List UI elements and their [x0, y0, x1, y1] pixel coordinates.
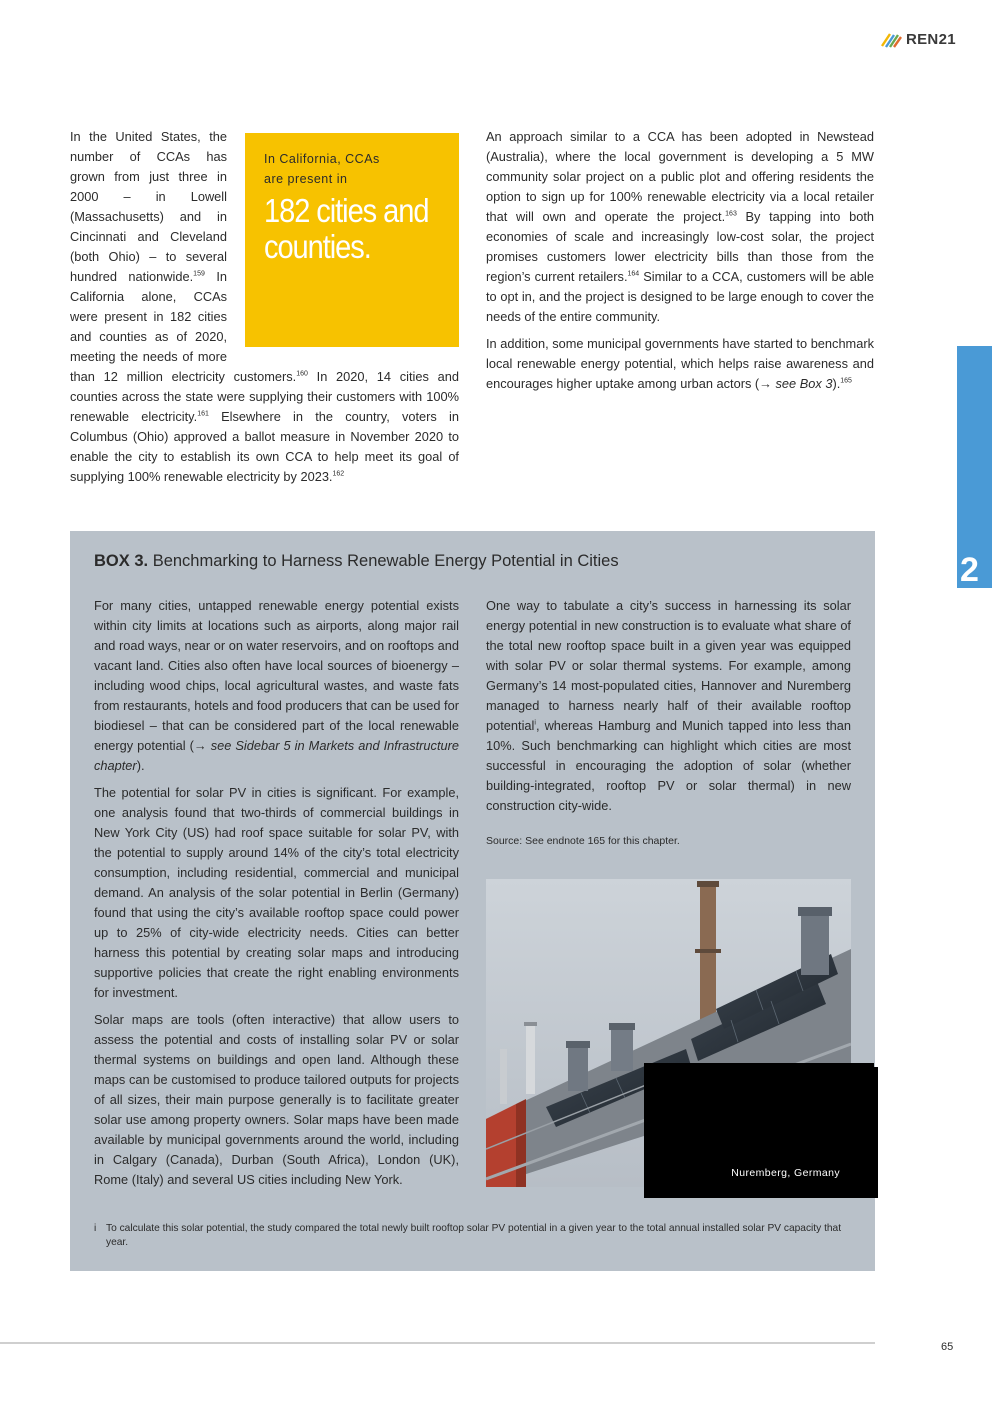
photo-caption-block — [644, 1063, 874, 1198]
sidebar-5-crossref-link[interactable]: → see Sidebar 5 in Markets and Infrastructure chapter — [94, 738, 459, 773]
box-left-paragraph-3: Solar maps are tools (often interactive) that allow users to assess the potential and costs of installing solar PV or solar thermal systems on buildings and open land. Although these maps can be customised to produce tailored outputs for projects of all sizes, their main purpose generally is to facilitate greater solar use among property owners. Solar maps have been made available by municipal governments around the world, including in Calgary (Canada), Durban (South Africa), London (UK), Rome (Italy) and several US cities including New York. — [94, 1012, 459, 1187]
box-source: Source: See endnote 165 for this chapter. — [486, 835, 680, 847]
highlight-callout — [245, 133, 459, 347]
chapter-tab[interactable] — [957, 346, 992, 588]
chapter-number: 2 — [960, 551, 979, 589]
endnote-ref[interactable]: 160 — [296, 370, 308, 378]
box-left-paragraph-1: For many cities, untapped renewable energy potential exists within city limits at locations such as airports, along major rail and road ways, near or on water reservoirs, and on rooftops and vacant land. Cities also often have local sources of bioenergy – including wood chips, local agricultural wastes, and waste fats from restaurants, hotels and food producers that can be used for biodiesel – that can be considered part of the local renewable energy potential (→ see Sidebar 5 in Markets and Infrastructure chapter). — [94, 598, 459, 773]
photo-caption: Nuremberg, Germany — [731, 1167, 840, 1179]
box-3-crossref-link[interactable]: → see Box 3 — [759, 376, 833, 391]
footnote-marker: i — [94, 1223, 97, 1234]
callout-intro-line-1: In California, CCAs — [264, 152, 380, 166]
logo-text: REN21 — [906, 30, 956, 48]
endnote-ref[interactable]: 161 — [197, 410, 209, 418]
endnote-ref[interactable]: 164 — [627, 270, 640, 278]
footer-rule — [0, 1342, 875, 1344]
box-right-column — [486, 596, 851, 851]
box-left-column — [94, 596, 459, 1190]
footnote-text: To calculate this solar potential, the study compared the total newly built rooftop solar PV potential in a given year to the total annual installed solar PV capacity that year. — [106, 1223, 842, 1248]
right-column — [486, 127, 874, 394]
left-paragraph: In the United States, the number of CCAs has grown from just three in 2000 – in Lowell (Massachusetts) and in Cincinnati and Cleveland (both Ohio) – to several hundred nationwide.$^{159}$ In California alone, CCAs were present in 182 cities and counties as of 2020, meeting the needs of more than 12 million electricity customers.$^{160}$ In 2020, 14 cities and counties across the state were supplying their customers with 100% renewable electricity.$^{161}$ Elsewhere in the country, voters in Columbus (Ohio) approved a ballot measure in November 2020 to enable the city to establish its own CCA to help meet its goal of supplying 100% renewable electricity by 2023.$^{162}$ — [70, 129, 459, 484]
box-title: BOX 3. Benchmarking to Harness Renewable Energy Potential in Cities — [94, 552, 619, 570]
ren21-logo — [880, 30, 956, 48]
page-number: 65 — [941, 1341, 954, 1353]
callout-headline: 182 cities and counties. — [264, 192, 429, 265]
ren21-logo-mark-icon — [880, 30, 902, 48]
box-right-paragraph-1: One way to tabulate a city’s success in harnessing its solar energy potential in new construction is to evaluate what share of the total new rooftop space built in a given year was equipped with solar PV or solar thermal systems. For example, among Germany’s 14 most-populated cities, Hannover and Nuremberg managed to harness nearly half of their available rooftop potential$^i$, whereas Hamburg and Munich tapped into less than 10%. Such benchmarking can highlight which cities are most successful in encouraging the adoption of solar (whether building-integrated, rooftop PV or solar thermal) in new construction city-wide. — [486, 598, 851, 813]
footnote-ref[interactable]: i — [534, 719, 536, 727]
right-paragraph-2: In addition, some municipal governments have started to benchmark local renewable energy potential, which helps raise awareness and encourages higher uptake among urban actors (→ see Box 3).$^{165}$ — [486, 336, 874, 391]
endnote-ref[interactable]: 163 — [725, 210, 737, 218]
left-column — [70, 127, 459, 487]
box-left-paragraph-2: The potential for solar PV in cities is significant. For example, one analysis found that two-thirds of commercial buildings in New York City (US) had roof space suitable for solar PV, with the potential to supply around 14% of the city’s total electricity consumption, including residential, commercial and municipal demand. An analysis of the solar potential in Berlin (Germany) found that using the city’s available rooftop space could power up to 25% of city-wide electricity needs. Cities can better harness this potential by creating solar maps and introducing supportive policies that create the right enabling environments for investment. — [94, 785, 459, 1000]
endnote-ref[interactable]: 159 — [193, 270, 205, 278]
endnote-ref[interactable]: 162 — [332, 470, 345, 478]
callout-intro-line-2: are present in — [264, 172, 348, 186]
right-paragraph-1: An approach similar to a CCA has been adopted in Newstead (Australia), where the local government is developing a 5 MW community solar project on a public plot and offering residents the option to sign up for 100% renewable electricity via a local retailer that will own and operate the project.$^{163}$ By tapping into both economies of scale and increasingly low-cost solar, the project promises customers lower electricity bills than those from the region’s current retailers.$^{164}$ Similar to a CCA, customers will be able to opt in, and the project is designed to be large enough to cover the needs of the entire community. — [486, 129, 874, 324]
endnote-ref[interactable]: 165 — [840, 377, 852, 385]
box-3 — [70, 531, 875, 1271]
box-footnote — [94, 1222, 854, 1250]
